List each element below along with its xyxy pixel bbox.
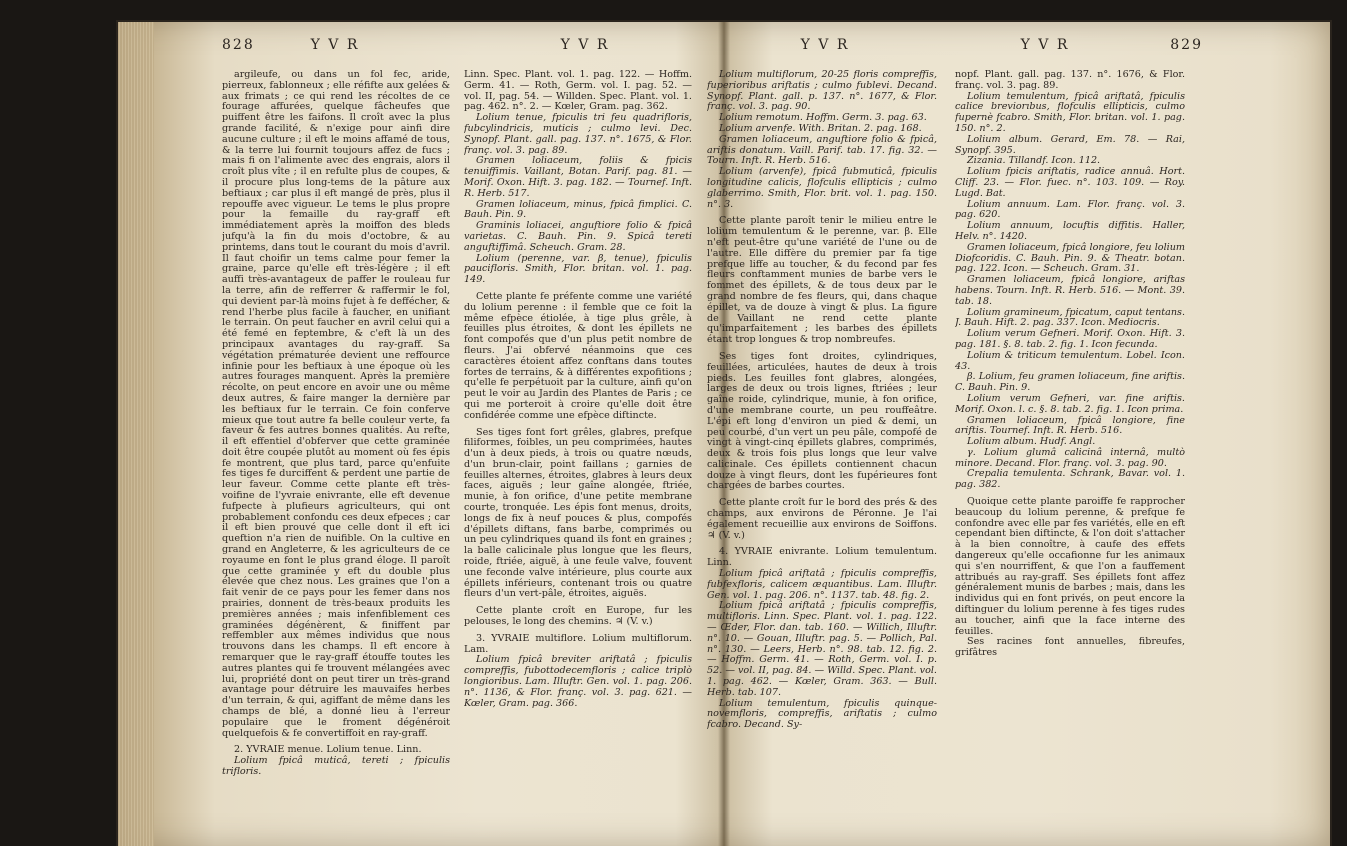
synonym: Lolium gramineum, fpicatum, caput tentans. J. Bauh. Hift. 2. pag. 337. Icon. Mediocris. — [955, 306, 1185, 329]
paragraph: Quoique cette plante paroiffe fe rapprocher beaucoup du lolium perenne, & prefque fe confondre avec elle par fes variétés, elle en eft cependant bien diftincte, & l'on doit s'attacher à la bien connoître, à caufe des effets dangereux qu'elle occafionne fur les animaux qui s'en nourriffent, & que l'on a fauffement attribués au ray-graff. Ses épillets font affez généralement munis de barbes ; mais, dans les individus qui en font privés, on peut encore la diftinguer du lolium perenne à fes tiges rudes au toucher, ainfi que la face interne des feuilles. — [955, 496, 1185, 637]
synonym: Lolium remotum. Hoffm. Germ. 3. pag. 63. — [719, 112, 927, 124]
left-page-header — [222, 37, 698, 58]
page-edges — [118, 22, 154, 846]
synonym: Lolium multiflorum, 20-25 floris compreffis, fuperioribus ariftatis ; culmo fublevi. Decand. Synopf. Plant. gall. p. 137. n°. 1677, & Flor. franç. vol. 3. pag. 90. — [707, 70, 937, 113]
synonym: Zizania. Tillandf. Icon. 112. — [967, 155, 1101, 167]
paragraph: Ses racines font annuelles, fibreufes, grifâtres — [955, 636, 1185, 659]
reference: nopf. Plant. gall. pag. 137. n°. 1676, & Flor. franç. vol. 3. pag. 89. — [955, 70, 1185, 91]
left-running-head-1: Y V R — [310, 37, 360, 53]
synonym: Gramen loliaceum, foliis & fpicis tenuiffimis. Vaillant, Botan. Parif. pag. 81. — Morif. Oxon. Hift. 3. pag. 182. — Tournef. Inft. R. Herb. 517. — [464, 155, 692, 199]
synonym: Crepalia temulenta. Schrank, Bavar. vol. 1. pag. 382. — [955, 468, 1185, 491]
synonym: Lolium verum Gefneri. Morif. Oxon. Hift. 3. pag. 181. §. 8. tab. 2. fig. 1. Icon fecunda. — [955, 328, 1185, 350]
synonym: Lolium album. Gerard, Em. 78. — Rai, Synopf. 395. — [955, 133, 1185, 156]
synonym: Lolium (arvenfe), fpicâ fubmuticâ, fpiculis longitudine calicis, flofculis ellipticis ; culmo glaberrimo. Smith, Flor. brit. vol. 1. pag. 150. n°. 3. — [707, 166, 937, 210]
synonym: Gramen loliaceum, fpicâ longiore, fine ariftis. Tournef. Inft. R. Herb. 516. — [955, 414, 1185, 437]
synonym: Lolium fpicâ ariftatâ ; fpiculis compreffis, fubfexfloris, calicem æquantibus. Lam. Illuftr. Gen. vol. 1. pag. 206. n°. 1137. tab. 48. fig. 2. — [707, 568, 937, 601]
synonym: Lolium temulentum, fpicâ ariftatâ, fpiculis calice breviorıbus, flofculis ellipticis, culmo fupernè fcabro. Smith, Flor. britan. vol. 1. pag. 150. n°. 2. — [955, 90, 1185, 134]
synonym: Lolium fpicâ muticâ, tereti ; fpiculis trifloris. — [222, 755, 450, 777]
right-column-1 — [707, 70, 937, 731]
synonym: Lolium tenue, fpiculis tri feu quadrifloris, fubcylindricis, muticis ; culmo levi. Dec. Synopf. Plant. gall. pag. 137. n°. 1675, & Flor. franç. vol. 3. pag. 89. — [464, 112, 692, 156]
synonym: Lolium album. Hudf. Angl. — [967, 436, 1096, 448]
synonym: Lolium arvenfe. With. Britan. 2. pag. 168. — [719, 122, 922, 134]
right-page — [707, 37, 1203, 790]
synonym: Lolium verum Gefneri, var. fine ariftis. Morif. Oxon. l. c. §. 8. tab. 2. fig. 1. Icon prima. — [955, 392, 1185, 415]
synonym: Lolium annuum. Lam. Flor. franç. vol. 3. pag. 620. — [955, 198, 1185, 221]
synonym: Lolium fpicâ ariftatâ ; fpiculis compreffis, multifloris. Linn. Spec. Plant. vol. 1. pag. 122. — Œder, Flor. dan. tab. 160. — Willich, Illuftr. n°. 10. — Gouan, Illuftr. pag. 5. — Pollich, Pal. n°. 130. — Leers, Herb. n°. 98. tab. 12. fig. 2. — Hoffm. Germ. 41. — Roth, Germ. vol. I. p. 52. — vol. II, pag. 84. — Willd. Spec. Plant. vol. 1. pag. 462. — Kœler, Gram. 363. — Bull. Herb. tab. 107. — [707, 600, 937, 698]
paragraph: Cette plante croît en Europe, fur les pelouses, le long des chemins. ♃ (V. v.) — [464, 605, 692, 628]
left-page-number: 828 — [222, 37, 255, 53]
synonym: Gramen loliaceum, fpicâ longiore, ariftas habens. Tourn. Inft. R. Herb. 516. — Mont. 39. tab. 18. — [955, 274, 1185, 307]
species-heading: 3. YVRAIE multiflore. Lolium multiflorum. Lam. — [464, 632, 692, 655]
paragraph: argileufe, ou dans un fol fec, aride, pierreux, fablonneux ; elle réfifte aux gelées & aux frimats ; ce qui rend les récoltes de ce fourage affurées, quelque fâcheufes que puiffent être les faifons. Il croît avec la plus grande facilité, & n'exige pour ainfi dire aucune culture ; il eft le moins affamé de tous, & la terre lui fournit toujours affez de fucs ; mais fi on l'alimente avec des engrais, alors il croît plus vîte ; il en refulte plus de coupes, & il procure plus long-tems de la pâture aux beftiaux ; car plus il eft mangé de près, plus il repouffe avec vigueur. Le tems le plus propre pour la femaille du ray-graff eft immédiatement après la moiffon des bleds jufqu'à la fin du mois d'octobre, & au printems, dans tout le courant du mois d'avril. Il faut choifir un tems calme pour femer la graine, parce qu'elle eft très-légère ; il eft auffi très-avantageux de paffer le rouleau fur la terre, afin de refferrer & raffermir le fol, qui devient par-là moins fujet à fe deffécher, & rend l'herbe plus facile à faucher, en unifiant le terrain. On peut faucher en avril celui qui a été femé en feptembre, & c'eft là un des principaux avantages du ray-graff. Sa végétation prématurée devient une reffource infinie pour les beftiaux à une époque où les autres fourages manquent. Après la première récolte, on peut encore en avoir une ou même deux autres, & faire manger la dernière par les beftiaux fur le terrain. Ce foin conferve mieux que tout autre fa belle couleur verte, fa faveur & fes autres bonnes qualités. Au refte, il eft effentiel d'obferver que cette graminée doit être coupée plutôt au moment où fes épis fe montrent, que plus tard, parce qu'enfuite fes tiges fe durciffent & perdent une partie de leur faveur. Comme cette plante eft très-voifine de l'yvraie enivrante, elle eft devenue fufpecte à plufieurs agriculteurs, qui ont probablement confondu ces deux efpeces ; car il eft bien prouvé que celle dont il eft ici queftion n'a rien de nuifible. On la cultive en grand en Angleterre, & les agriculteurs de ce royaume en font le plus grand éloge. Il paroît que cette graminée y eft du double plus élevée que chez nous. Les graines que l'on a fait venir de ce pays pour les femer dans nos prairies, donnent de très-beaux produits les premières années ; mais infenfiblement ces graminées dégénèrent, & finiffent par reffembler aux mêmes individus que nous trouvons dans les champs. Il eft encore à remarquer que le ray-graff étouffe toutes les autres plantes qui fe trouvent mélangées avec lui, propriété dont on peut tirer un très-grand avantage pour détruire les mauvaifes herbes d'un terrain, & qui, agiffant de même dans les champs de blé, a donné lieu à l'erreur populaire que le froment dégénéroit quelquefois & fe convertiffoit en ray-graff. — [222, 70, 450, 739]
right-page-header — [707, 37, 1203, 58]
species-heading: 2. YVRAIE menue. Lolium tenue. Linn. — [234, 744, 422, 756]
left-page — [222, 37, 698, 790]
left-running-head-2: Y V R — [560, 37, 610, 53]
left-column-2 — [464, 70, 692, 709]
paragraph: Cette plante paroît tenir le milieu entre le lolium temulentum & le perenne, var. β. Elle n'eft peut-être qu'une variété de l'une ou de l'autre. Elle diffère du premier par fa tige prefque liffe au toucher, & du fecond par fes fleurs conftamment munies de barbe vers le fommet des épillets, & de tous deux par le grand nombre de fes fleurs, qui, dans chaque épillet, va de douze à vingt & plus. La figure de Vaillant ne rend cette plante qu'imparfaitement ; les barbes des épillets étant trop longues & trop nombreufes. — [707, 215, 937, 346]
synonym: Lolium & triticum temulentum. Lobel. Icon. 43. — [955, 349, 1185, 372]
right-running-head-1: Y V R — [800, 37, 850, 53]
right-running-head-2: Y V R — [1020, 37, 1070, 53]
reference: Linn. Spec. Plant. vol. 1. pag. 122. — Hoffm. Germ. 41. — Roth, Germ. vol. I. pag. 52. — vol. II, pag. 54. — Willden. Spec. Plant. vol. 1. pag. 462. n°. 2. — Kœler, Gram. pag. 362. — [464, 70, 692, 113]
synonym: γ. Lolium glumâ calicinâ internâ, multò minore. Decand. Flor. franç. vol. 3. pag. 90. — [955, 446, 1185, 469]
synonym: Lolium temulentum, fpiculis quinque-novemfloris, compreffis, ariftatis ; culmo fcabro. Decand. Sy- — [707, 697, 937, 731]
species-heading: 4. YVRAIE enivrante. Lolium temulentum. Linn. — [707, 546, 937, 569]
paragraph: Cette plante fe préfente comme une variété du lolium perenne : il femble que ce foit la même efpèce étiolée, à tige plus grêle, à feuilles plus étroites, & dont les épillets ne font compofés que d'un plus petit nombre de fleurs. J'ai obfervé néanmoins que ces caractères étoient affez conftans dans toutes fortes de terrains, & à différentes expofitions ; qu'elle fe perpétuoit par la culture, ainfi qu'on peut le voir au Jardin des Plantes de Paris ; ce qui me porteroit à croire qu'elle doit être confidérée comme une efpèce diftincte. — [464, 290, 692, 421]
synonym: Gramen loliaceum, anguftiore folio & fpicâ, ariftis donatum. Vaill. Parif. tab. 17. fig. 32. — Tourn. Inft. R. Herb. 516. — [707, 133, 937, 167]
synonym: Gramen loliaceum, minus, fpicâ fimplici. C. Bauh. Pin. 9. — [464, 198, 692, 221]
left-column-1 — [222, 70, 450, 778]
synonym: Lolium fpicis ariftatis, radice annuâ. Hort. Cliff. 23. — Flor. fuec. n°. 103. 109. — Roy. Lugd. Bat. — [955, 166, 1185, 199]
synonym: Lolium (perenne, var. β, tenue), fpiculis paucifloris. Smith, Flor. britan. vol. 1. pag. 149. — [464, 252, 692, 286]
synonym: β. Lolium, feu gramen loliaceum, fine ariftis. C. Bauh. Pin. 9. — [955, 371, 1185, 394]
synonym: Graminis loliacei, anguftiore folio & fpicâ varietas. C. Bauh. Pin. 9. Spicâ tereti anguftiffimâ. Scheuch. Gram. 28. — [464, 220, 692, 253]
right-column-2 — [955, 70, 1185, 659]
synonym: Gramen loliaceum, fpicâ longiore, feu lolium Diofcoridis. C. Bauh. Pin. 9. & Theatr. botan. pag. 122. Icon. — Scheuch. Gram. 31. — [955, 241, 1185, 275]
paragraph: Cette plante croît fur le bord des prés & des champs, aux environs de Péronne. Je l'ai également recueillie aux environs de Soiffons. ♃ (V. v.) — [707, 497, 937, 541]
right-page-number: 829 — [1170, 37, 1203, 53]
paragraph: Ses tiges font fort grêles, glabres, prefque filiformes, foibles, un peu comprimées, hautes d'un à deux pieds, à trois ou quatre nœuds, d'un brun-clair, point faillans ; garnies de feuilles alternes, étroites, glabres à leurs deux faces, aiguës ; leur gaîne alongée, ftriée, munie, à fon orifice, d'une petite membrane courte, tronquée. Les épis font menus, droits, longs de fix à neuf pouces & plus, compofés d'épillets diftans, fans barbe, comprimés ou un peu cylindriques quand ils font en graines ; la balle calicinale plus longue que les fleurs, roide, ftriée, aiguë, à une feule valve, fouvent une feconde valve intérieure, plus courte aux épillets inférieurs, contenant trois ou quatre fleurs d'un vert-pâle, étroites, aiguës. — [464, 426, 692, 600]
paragraph: Ses tiges font droites, cylindriques, feuillées, articulées, hautes de deux à trois pieds. Les feuilles font glabres, alongées, larges de deux ou trois lignes, ftriées ; leur gaîne roide, cylindrique, munie, à fon orifice, d'une membrane courte, un peu rouffeâtre. L'épi eft long d'environ un pied & demi, un peu courbé, d'un vert un peu pâle, compofé de vingt à vingt-cinq épillets glabres, comprimés, deux & trois fois plus longs que leur valve calicinale. Ces épillets contiennent chacun douze à vingt fleurs, dont les fupérieures font chargées de barbes courtes. — [707, 350, 937, 492]
synonym: Lolium annuum, locuftis diffitis. Haller, Helv. n°. 1420. — [955, 220, 1185, 242]
synonym: Lolium fpicâ breviter ariftatâ ; fpiculis compreffis, fubottodecemfloris ; calice triplò longioribus. Lam. Illuftr. Gen. vol. 1. pag. 206. n°. 1136, & Flor. franç. vol. 3. pag. 621. — Kœler, Gram. pag. 366. — [464, 654, 692, 709]
